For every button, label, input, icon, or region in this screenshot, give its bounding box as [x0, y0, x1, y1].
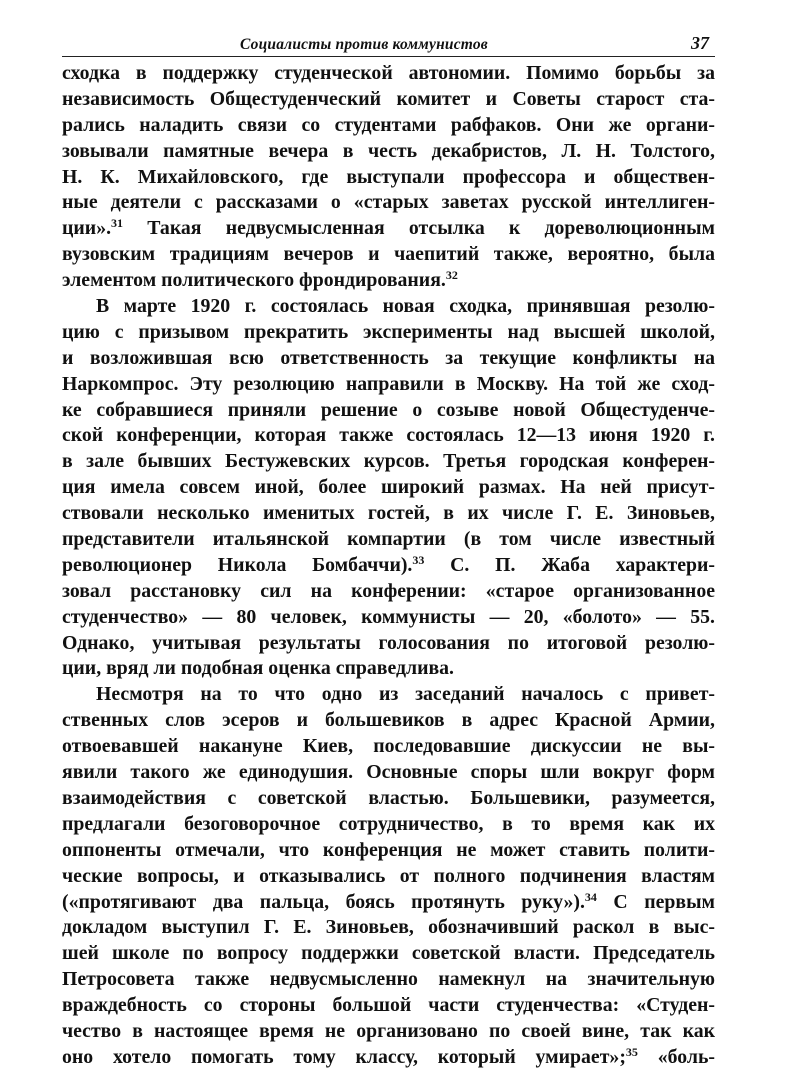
text-segment: в зале бывших Бестужевских курсов. Третья городская конферен-	[62, 450, 715, 473]
text-line	[62, 139, 715, 165]
text-segment: ции».	[62, 217, 112, 240]
text-line	[62, 682, 715, 708]
text-segment: Петросовета также недвусмысленно намекнул на значительную	[62, 968, 715, 991]
page-number: 37	[691, 33, 709, 53]
footnote-ref: 33	[412, 552, 425, 567]
running-header	[62, 30, 715, 57]
text-line	[62, 605, 715, 631]
text-segment: отвоевавшей накануне Киев, последовавшие дискуссии не вы-	[62, 735, 715, 758]
text-line	[62, 786, 715, 812]
text-segment: ственных слов эсеров и большевиков в адрес Красной Армии,	[62, 709, 715, 732]
text-line	[62, 423, 715, 449]
text-segment: докладом выступил Г. Е. Зиновьев, обозначивший раскол в выс-	[62, 916, 715, 939]
paragraph	[62, 61, 715, 294]
text-line	[62, 812, 715, 838]
text-segment: оно хотело помогать тому классу, который умирает»;	[62, 1045, 626, 1068]
text-line	[62, 165, 715, 191]
text-segment: явили такого же единодушия. Основные споры шли вокруг форм	[62, 761, 715, 784]
text-line	[62, 553, 715, 579]
text-line	[62, 87, 715, 113]
text-line	[62, 915, 715, 941]
text-line	[62, 190, 715, 216]
text-segment: ция имела совсем иной, более широкий размах. На ней присут-	[62, 476, 715, 499]
text-line	[62, 864, 715, 890]
text-line	[62, 631, 715, 657]
text-segment: Н. К. Михайловского, где выступали профессора и обществен-	[62, 165, 715, 188]
text-line	[62, 475, 715, 501]
text-line	[62, 838, 715, 864]
text-line	[62, 1045, 715, 1071]
text-segment: С первым	[596, 890, 715, 913]
text-segment: взаимодействия с советской властью. Большевики, разумеется,	[62, 786, 715, 809]
text-line	[62, 967, 715, 993]
text-segment: представители итальянской компартии (в том числе известный	[62, 528, 715, 551]
text-line	[62, 890, 715, 916]
text-segment: Такая недвусмысленная отсылка к дореволюционным	[123, 217, 715, 240]
text-segment: Несмотря на то что одно из заседаний началось с привет-	[96, 683, 715, 706]
text-segment: чество в настоящее время не организовано по своей вине, так как	[62, 1019, 715, 1042]
text-segment: рались наладить связи со студентами рабфаков. Они же органи-	[62, 113, 715, 136]
text-line	[62, 993, 715, 1019]
text-line	[62, 1019, 715, 1045]
text-segment: цию с призывом прекратить эксперименты над высшей школой,	[62, 320, 715, 343]
text-segment: элементом политического фрондирования.	[62, 269, 446, 292]
text-segment: революционер Никола Бомбаччи).	[62, 553, 413, 576]
text-segment: ции, вряд ли подобная оценка справедлива.	[62, 657, 454, 680]
text-line	[62, 656, 715, 682]
text-segment: оппоненты отмечали, что конференция не может ставить полити-	[62, 838, 715, 861]
text-segment: ческие вопросы, и отказывались от полного подчинения властям	[62, 864, 715, 887]
text-segment: С. П. Жаба характери-	[424, 553, 716, 576]
text-line	[62, 294, 715, 320]
text-line	[62, 320, 715, 346]
text-segment: независимость Общестуденческий комитет и Советы старост ста-	[62, 87, 715, 110]
text-line	[62, 398, 715, 424]
text-line	[62, 372, 715, 398]
paragraph	[62, 682, 715, 1070]
text-segment: «боль-	[637, 1045, 715, 1068]
text-segment: зовал расстановку сил на конферении: «старое организованное	[62, 579, 715, 602]
text-line	[62, 113, 715, 139]
text-segment: сходка в поддержку студенческой автономии. Помимо борьбы за	[62, 62, 715, 84]
text-segment: В марте 1920 г. состоялась новая сходка, принявшая резолю-	[96, 295, 715, 318]
text-segment: вузовским традициям вечеров и чаепитий также, вероятно, была	[62, 243, 715, 266]
footnote-ref: 32	[445, 268, 458, 283]
book-page	[62, 30, 715, 1071]
running-title: Социалисты против коммунистов	[240, 36, 488, 53]
text-segment: шей школе по вопросу поддержки советской власти. Председатель	[62, 942, 715, 965]
footnote-ref: 35	[625, 1044, 638, 1059]
text-line	[62, 449, 715, 475]
text-segment: предлагали безоговорочное сотрудничество, в то время как их	[62, 812, 715, 835]
text-segment: зовывали памятные вечера в честь декабристов, Л. Н. Толстого,	[62, 139, 715, 162]
text-segment: враждебность со стороны большой части студенчества: «Студен-	[62, 994, 715, 1017]
body-text	[62, 61, 715, 1071]
text-segment: («протягивают два пальца, боясь протянуть руку»).	[62, 890, 585, 913]
text-line	[62, 941, 715, 967]
text-segment: ные деятели с рассказами о «старых заветах русской интеллиген-	[62, 191, 715, 214]
text-line	[62, 346, 715, 372]
text-segment: Однако, учитывая результаты голосования по итоговой резолю-	[62, 631, 715, 654]
text-line	[62, 579, 715, 605]
footnote-ref: 31	[111, 216, 124, 231]
text-line	[62, 760, 715, 786]
text-segment: и возложившая всю ответственность за текущие конфликты на	[62, 346, 715, 369]
text-line	[62, 501, 715, 527]
text-line	[62, 61, 715, 87]
text-line	[62, 708, 715, 734]
text-segment: ствовали несколько именитых гостей, в их числе Г. Е. Зиновьев,	[62, 502, 715, 525]
text-segment: ской конференции, которая также состоялась 12—13 июня 1920 г.	[62, 424, 715, 447]
text-line	[62, 527, 715, 553]
text-line	[62, 216, 715, 242]
text-line	[62, 268, 715, 294]
footnote-ref: 34	[584, 889, 597, 904]
text-segment: ке собравшиеся приняли решение о созыве новой Общестуденче-	[62, 398, 715, 421]
text-line	[62, 242, 715, 268]
text-segment: Наркомпрос. Эту резолюцию направили в Москву. На той же сход-	[62, 372, 715, 395]
text-segment: студенчество» — 80 человек, коммунисты — 20, «болото» — 55.	[62, 605, 715, 628]
paragraph	[62, 294, 715, 682]
text-line	[62, 734, 715, 760]
